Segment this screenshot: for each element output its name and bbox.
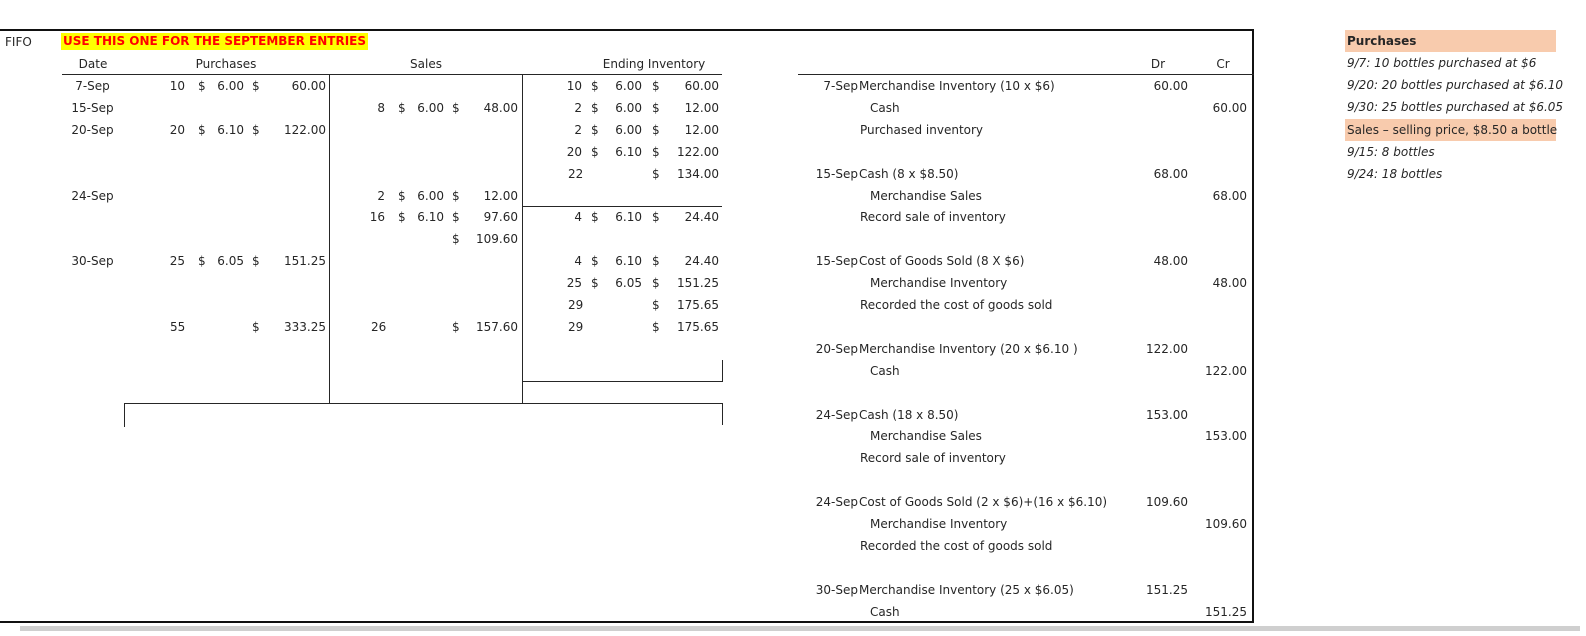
- ledger-header-rule: [62, 74, 722, 75]
- journal-account: Merchandise Inventory (20 x $6.10 ): [859, 342, 1078, 356]
- journal-credit: 68.00: [1212, 189, 1247, 203]
- inventory-box-right: [722, 360, 723, 382]
- inventory-qty: 4: [574, 210, 582, 224]
- header-cr: Cr: [1216, 57, 1230, 71]
- currency-symbol: $: [591, 254, 599, 268]
- header-date: Date: [78, 57, 108, 71]
- purchase-note: 9/7: 10 bottles purchased at $6: [1347, 56, 1537, 70]
- journal-date: 20-Sep: [815, 342, 858, 356]
- journal-debit: 153.00: [1146, 408, 1188, 422]
- journal-account: Cost of Goods Sold (2 x $6)+(16 x $6.10): [859, 495, 1108, 509]
- purchases-notes-title: Purchases: [1345, 30, 1556, 52]
- journal-account: Cash (8 x $8.50): [859, 167, 959, 181]
- journal-date: 24-Sep: [815, 495, 858, 509]
- journal-credit: 153.00: [1205, 429, 1247, 443]
- currency-symbol: $: [252, 79, 260, 93]
- purchases-sales-divider: [329, 74, 330, 404]
- journal-account: Merchandise Sales: [870, 429, 982, 443]
- purchase-qty: 25: [169, 254, 185, 268]
- totals-right-edge: [722, 403, 723, 425]
- journal-date: 15-Sep: [815, 167, 858, 181]
- sales-total: 48.00: [483, 101, 518, 115]
- inventory-qty: 29: [568, 320, 584, 334]
- journal-account: Cost of Goods Sold (8 X $6): [859, 254, 1025, 268]
- sales-qty: 8: [377, 101, 385, 115]
- inventory-unit-price: 6.00: [615, 123, 642, 137]
- inventory-total: 24.40: [684, 254, 719, 268]
- journal-account: Cash: [870, 364, 900, 378]
- totals-left-edge: [124, 403, 125, 427]
- journal-header-rule: [798, 74, 1254, 75]
- currency-symbol: $: [652, 298, 660, 312]
- currency-symbol: $: [252, 123, 260, 137]
- currency-symbol: $: [452, 210, 460, 224]
- header-sales: Sales: [410, 57, 442, 71]
- sale-note: 9/24: 18 bottles: [1347, 167, 1443, 181]
- inventory-total: 60.00: [684, 79, 719, 93]
- journal-date: 15-Sep: [815, 254, 858, 268]
- purchase-unit-price: 6.05: [217, 254, 244, 268]
- header-ending-inventory: Ending Inventory: [602, 57, 706, 71]
- sales-notes-title: Sales – selling price, $8.50 a bottle: [1345, 119, 1556, 141]
- inventory-qty: 22: [568, 167, 584, 181]
- journal-debit: 68.00: [1153, 167, 1188, 181]
- purchase-qty: 20: [169, 123, 185, 137]
- currency-symbol: $: [591, 79, 599, 93]
- currency-symbol: $: [398, 189, 406, 203]
- currency-symbol: $: [198, 254, 206, 268]
- currency-symbol: $: [452, 101, 460, 115]
- inventory-total: 12.00: [684, 101, 719, 115]
- journal-account: Recorded the cost of goods sold: [860, 539, 1053, 553]
- journal-account: Record sale of inventory: [860, 210, 1006, 224]
- currency-symbol: $: [398, 210, 406, 224]
- currency-symbol: $: [252, 254, 260, 268]
- inventory-total: 122.00: [677, 145, 719, 159]
- sales-qty: 26: [371, 320, 387, 334]
- currency-symbol: $: [652, 145, 660, 159]
- sales-total: 97.60: [483, 210, 518, 224]
- journal-date: 7-Sep: [823, 79, 858, 93]
- sales-inventory-divider: [522, 74, 523, 404]
- purchase-total: 333.25: [284, 320, 326, 334]
- currency-symbol: $: [452, 320, 460, 334]
- ledger-date: 24-Sep: [71, 189, 114, 203]
- currency-symbol: $: [652, 210, 660, 224]
- header-dr: Dr: [1150, 57, 1166, 71]
- currency-symbol: $: [652, 79, 660, 93]
- currency-symbol: $: [198, 123, 206, 137]
- method-label: FIFO: [5, 35, 32, 49]
- journal-account: Recorded the cost of goods sold: [860, 298, 1053, 312]
- journal-debit: 48.00: [1153, 254, 1188, 268]
- sales-qty: 16: [369, 210, 385, 224]
- currency-symbol: $: [652, 123, 660, 137]
- inventory-unit-price: 6.10: [615, 210, 642, 224]
- sales-total: 157.60: [476, 320, 518, 334]
- currency-symbol: $: [652, 320, 660, 334]
- currency-symbol: $: [652, 276, 660, 290]
- ledger-date: 15-Sep: [71, 101, 114, 115]
- journal-credit: 151.25: [1205, 605, 1247, 619]
- journal-account: Merchandise Sales: [870, 189, 982, 203]
- journal-account: Merchandise Inventory (25 x $6.05): [859, 583, 1074, 597]
- currency-symbol: $: [591, 123, 599, 137]
- totals-rule: [124, 403, 722, 404]
- currency-symbol: $: [591, 276, 599, 290]
- inventory-total: 134.00: [677, 167, 719, 181]
- journal-account: Cash (18 x 8.50): [859, 408, 959, 422]
- journal-account: Merchandise Inventory: [870, 276, 1008, 290]
- inventory-unit-price: 6.00: [615, 101, 642, 115]
- journal-account: Merchandise Inventory: [870, 517, 1008, 531]
- ledger-date: 30-Sep: [71, 254, 114, 268]
- journal-debit: 151.25: [1146, 583, 1188, 597]
- sales-total: 109.60: [476, 232, 518, 246]
- inventory-subtotal-rule: [522, 206, 722, 207]
- inventory-unit-price: 6.00: [615, 79, 642, 93]
- journal-credit: 48.00: [1212, 276, 1247, 290]
- sales-unit-price: 6.00: [417, 101, 444, 115]
- journal-account: Record sale of inventory: [860, 451, 1006, 465]
- inventory-qty: 2: [574, 101, 582, 115]
- inventory-total: 151.25: [677, 276, 719, 290]
- ledger-date: 20-Sep: [71, 123, 114, 137]
- ledger-date: 7-Sep: [75, 79, 110, 93]
- inventory-unit-price: 6.05: [615, 276, 642, 290]
- purchase-qty: 55: [170, 320, 186, 334]
- inventory-unit-price: 6.10: [615, 145, 642, 159]
- sales-unit-price: 6.00: [417, 189, 444, 203]
- sale-note: 9/15: 8 bottles: [1347, 145, 1435, 159]
- purchase-note: 9/30: 25 bottles purchased at $6.05: [1347, 100, 1564, 114]
- purchase-total: 151.25: [284, 254, 326, 268]
- currency-symbol: $: [591, 210, 599, 224]
- purchase-unit-price: 6.10: [217, 123, 244, 137]
- purchase-total: 60.00: [291, 79, 326, 93]
- journal-account: Merchandise Inventory (10 x $6): [859, 79, 1055, 93]
- inventory-total: 175.65: [677, 320, 719, 334]
- inventory-total: 24.40: [684, 210, 719, 224]
- journal-credit: 109.60: [1205, 517, 1247, 531]
- currency-symbol: $: [452, 189, 460, 203]
- currency-symbol: $: [198, 79, 206, 93]
- journal-account: Cash: [870, 101, 900, 115]
- journal-debit: 60.00: [1153, 79, 1188, 93]
- currency-symbol: $: [652, 101, 660, 115]
- journal-date: 30-Sep: [815, 583, 858, 597]
- journal-credit: 122.00: [1205, 364, 1247, 378]
- inventory-unit-price: 6.10: [615, 254, 642, 268]
- journal-credit: 60.00: [1212, 101, 1247, 115]
- sales-unit-price: 6.10: [417, 210, 444, 224]
- purchase-qty: 10: [169, 79, 185, 93]
- currency-symbol: $: [591, 145, 599, 159]
- inventory-total: 175.65: [677, 298, 719, 312]
- purchase-unit-price: 6.00: [217, 79, 244, 93]
- journal-account: Cash: [870, 605, 900, 619]
- inventory-total: 12.00: [684, 123, 719, 137]
- purchase-note: 9/20: 20 bottles purchased at $6.10: [1347, 78, 1564, 92]
- inventory-qty: 4: [574, 254, 582, 268]
- currency-symbol: $: [652, 254, 660, 268]
- currency-symbol: $: [398, 101, 406, 115]
- journal-debit: 109.60: [1146, 495, 1188, 509]
- sales-total: 12.00: [483, 189, 518, 203]
- purchase-total: 122.00: [284, 123, 326, 137]
- inventory-subtotal-rule-2: [522, 381, 722, 382]
- header-purchases: Purchases: [195, 57, 257, 71]
- inventory-qty: 2: [574, 123, 582, 137]
- inventory-qty: 29: [568, 298, 584, 312]
- currency-symbol: $: [591, 101, 599, 115]
- currency-symbol: $: [452, 232, 460, 246]
- instruction-banner: USE THIS ONE FOR THE SEPTEMBER ENTRIES: [63, 34, 367, 48]
- horizontal-scrollbar[interactable]: [20, 626, 1580, 631]
- journal-date: 24-Sep: [815, 408, 858, 422]
- currency-symbol: $: [252, 320, 260, 334]
- inventory-qty: 10: [566, 79, 582, 93]
- journal-debit: 122.00: [1146, 342, 1188, 356]
- inventory-qty: 20: [566, 145, 582, 159]
- sales-qty: 2: [377, 189, 385, 203]
- currency-symbol: $: [652, 167, 660, 181]
- inventory-qty: 25: [566, 276, 582, 290]
- journal-account: Purchased inventory: [860, 123, 984, 137]
